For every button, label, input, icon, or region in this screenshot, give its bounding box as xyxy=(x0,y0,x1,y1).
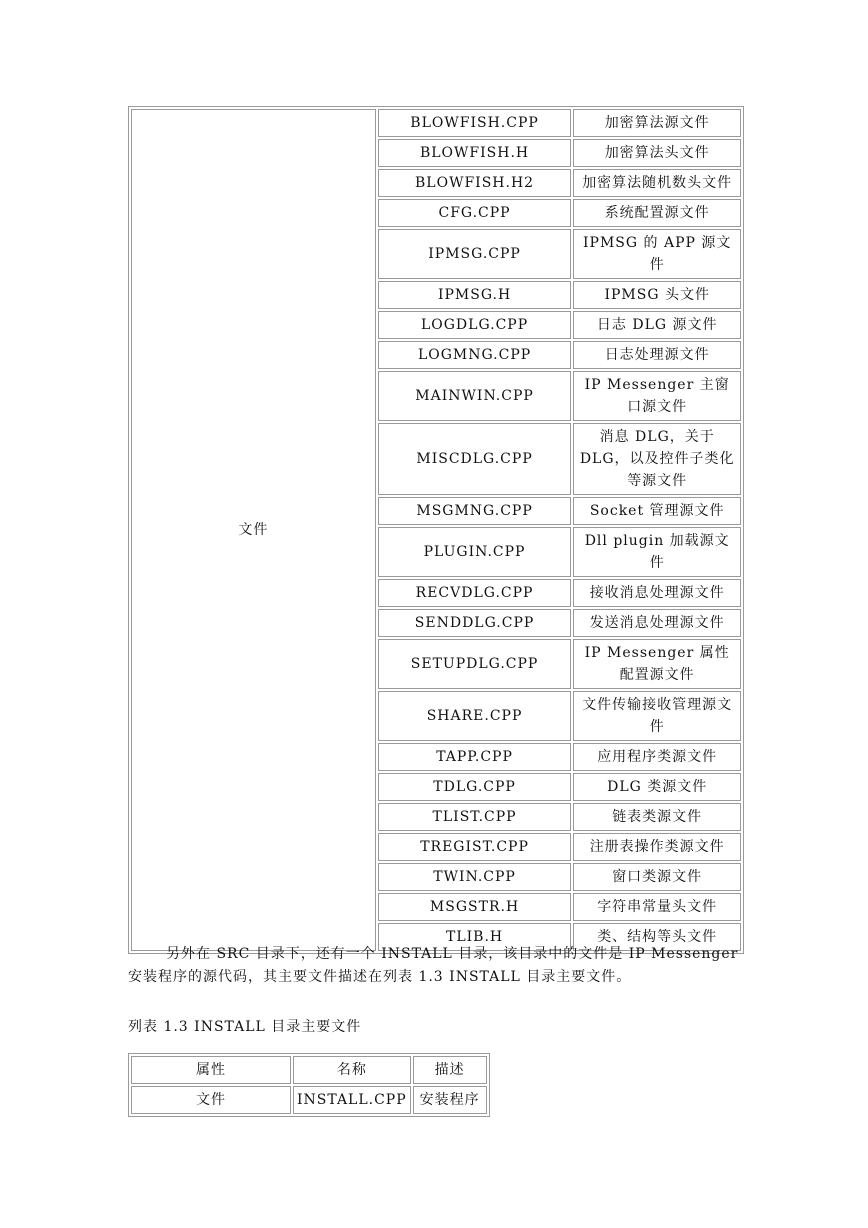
file-desc-cell: 注册表操作类源文件 xyxy=(573,833,741,861)
file-desc-cell: Dll plugin 加载源文件 xyxy=(573,527,741,577)
file-name-cell: TAPP.CPP xyxy=(378,743,572,771)
table-row xyxy=(131,109,741,137)
file-name-cell: PLUGIN.CPP xyxy=(378,527,572,577)
file-name-cell: LOGMNG.CPP xyxy=(378,341,572,369)
file-name-cell: TREGIST.CPP xyxy=(378,833,572,861)
file-name-cell: SHARE.CPP xyxy=(378,691,572,741)
install-files-table xyxy=(128,1053,490,1117)
file-desc-cell: 消息 DLG，关于 DLG，以及控件子类化等源文件 xyxy=(573,423,741,495)
file-name-cell: SENDDLG.CPP xyxy=(378,609,572,637)
column-header-desc: 描述 xyxy=(413,1056,487,1084)
file-desc-cell: IP Messenger 主窗口源文件 xyxy=(573,371,741,421)
file-name-cell: MSGMNG.CPP xyxy=(378,497,572,525)
file-name-cell: BLOWFISH.H xyxy=(378,139,572,167)
file-desc-cell: IP Messenger 属性配置源文件 xyxy=(573,639,741,689)
column-header-attribute: 属性 xyxy=(131,1056,291,1084)
file-desc-cell: 加密算法源文件 xyxy=(573,109,741,137)
file-desc-cell: 日志处理源文件 xyxy=(573,341,741,369)
file-desc-cell: IPMSG 的 APP 源文件 xyxy=(573,229,741,279)
file-desc-cell: 系统配置源文件 xyxy=(573,199,741,227)
file-desc-cell: 加密算法头文件 xyxy=(573,139,741,167)
file-name-cell: BLOWFISH.CPP xyxy=(378,109,572,137)
file-name-cell: RECVDLG.CPP xyxy=(378,579,572,607)
body-paragraph: 另外在 SRC 目录下，还有一个 INSTALL 目录，该目录中的文件是 IP Messenger 安装程序的源代码，其主要文件描述在列表 1.3 INSTALL 目录主要文件。 xyxy=(128,946,739,985)
file-desc-cell: 应用程序类源文件 xyxy=(573,743,741,771)
file-name-cell: SETUPDLG.CPP xyxy=(378,639,572,689)
file-name-cell: TDLG.CPP xyxy=(378,773,572,801)
file-desc-cell: 链表类源文件 xyxy=(573,803,741,831)
file-name-cell: CFG.CPP xyxy=(378,199,572,227)
file-name-cell: IPMSG.H xyxy=(378,281,572,309)
file-name-cell: MISCDLG.CPP xyxy=(378,423,572,495)
file-name-cell: TLIB.H xyxy=(378,923,572,951)
file-name-cell: INSTALL.CPP xyxy=(293,1086,411,1114)
file-desc-cell: Socket 管理源文件 xyxy=(573,497,741,525)
file-desc-cell: 发送消息处理源文件 xyxy=(573,609,741,637)
file-desc-cell: DLG 类源文件 xyxy=(573,773,741,801)
file-desc-cell: 加密算法随机数头文件 xyxy=(573,169,741,197)
file-desc-cell: 日志 DLG 源文件 xyxy=(573,311,741,339)
source-files-table xyxy=(128,106,744,954)
file-desc-cell: 文件传输接收管理源文件 xyxy=(573,691,741,741)
file-desc-cell: 字符串常量头文件 xyxy=(573,893,741,921)
attribute-cell: 文件 xyxy=(131,109,376,951)
file-desc-cell: 接收消息处理源文件 xyxy=(573,579,741,607)
file-desc-cell: 安装程序 xyxy=(413,1086,487,1114)
file-name-cell: IPMSG.CPP xyxy=(378,229,572,279)
attribute-cell: 文件 xyxy=(131,1086,291,1114)
file-name-cell: MAINWIN.CPP xyxy=(378,371,572,421)
file-desc-cell: 类、结构等头文件 xyxy=(573,923,741,951)
column-header-name: 名称 xyxy=(293,1056,411,1084)
file-name-cell: LOGDLG.CPP xyxy=(378,311,572,339)
table-caption: 列表 1.3 INSTALL 目录主要文件 xyxy=(128,1019,362,1035)
table-header-row xyxy=(131,1056,487,1084)
table-row xyxy=(131,1086,487,1114)
file-name-cell: BLOWFISH.H2 xyxy=(378,169,572,197)
file-name-cell: TWIN.CPP xyxy=(378,863,572,891)
file-name-cell: TLIST.CPP xyxy=(378,803,572,831)
file-name-cell: MSGSTR.H xyxy=(378,893,572,921)
file-desc-cell: 窗口类源文件 xyxy=(573,863,741,891)
source-files-table-body xyxy=(131,109,741,951)
file-desc-cell: IPMSG 头文件 xyxy=(573,281,741,309)
